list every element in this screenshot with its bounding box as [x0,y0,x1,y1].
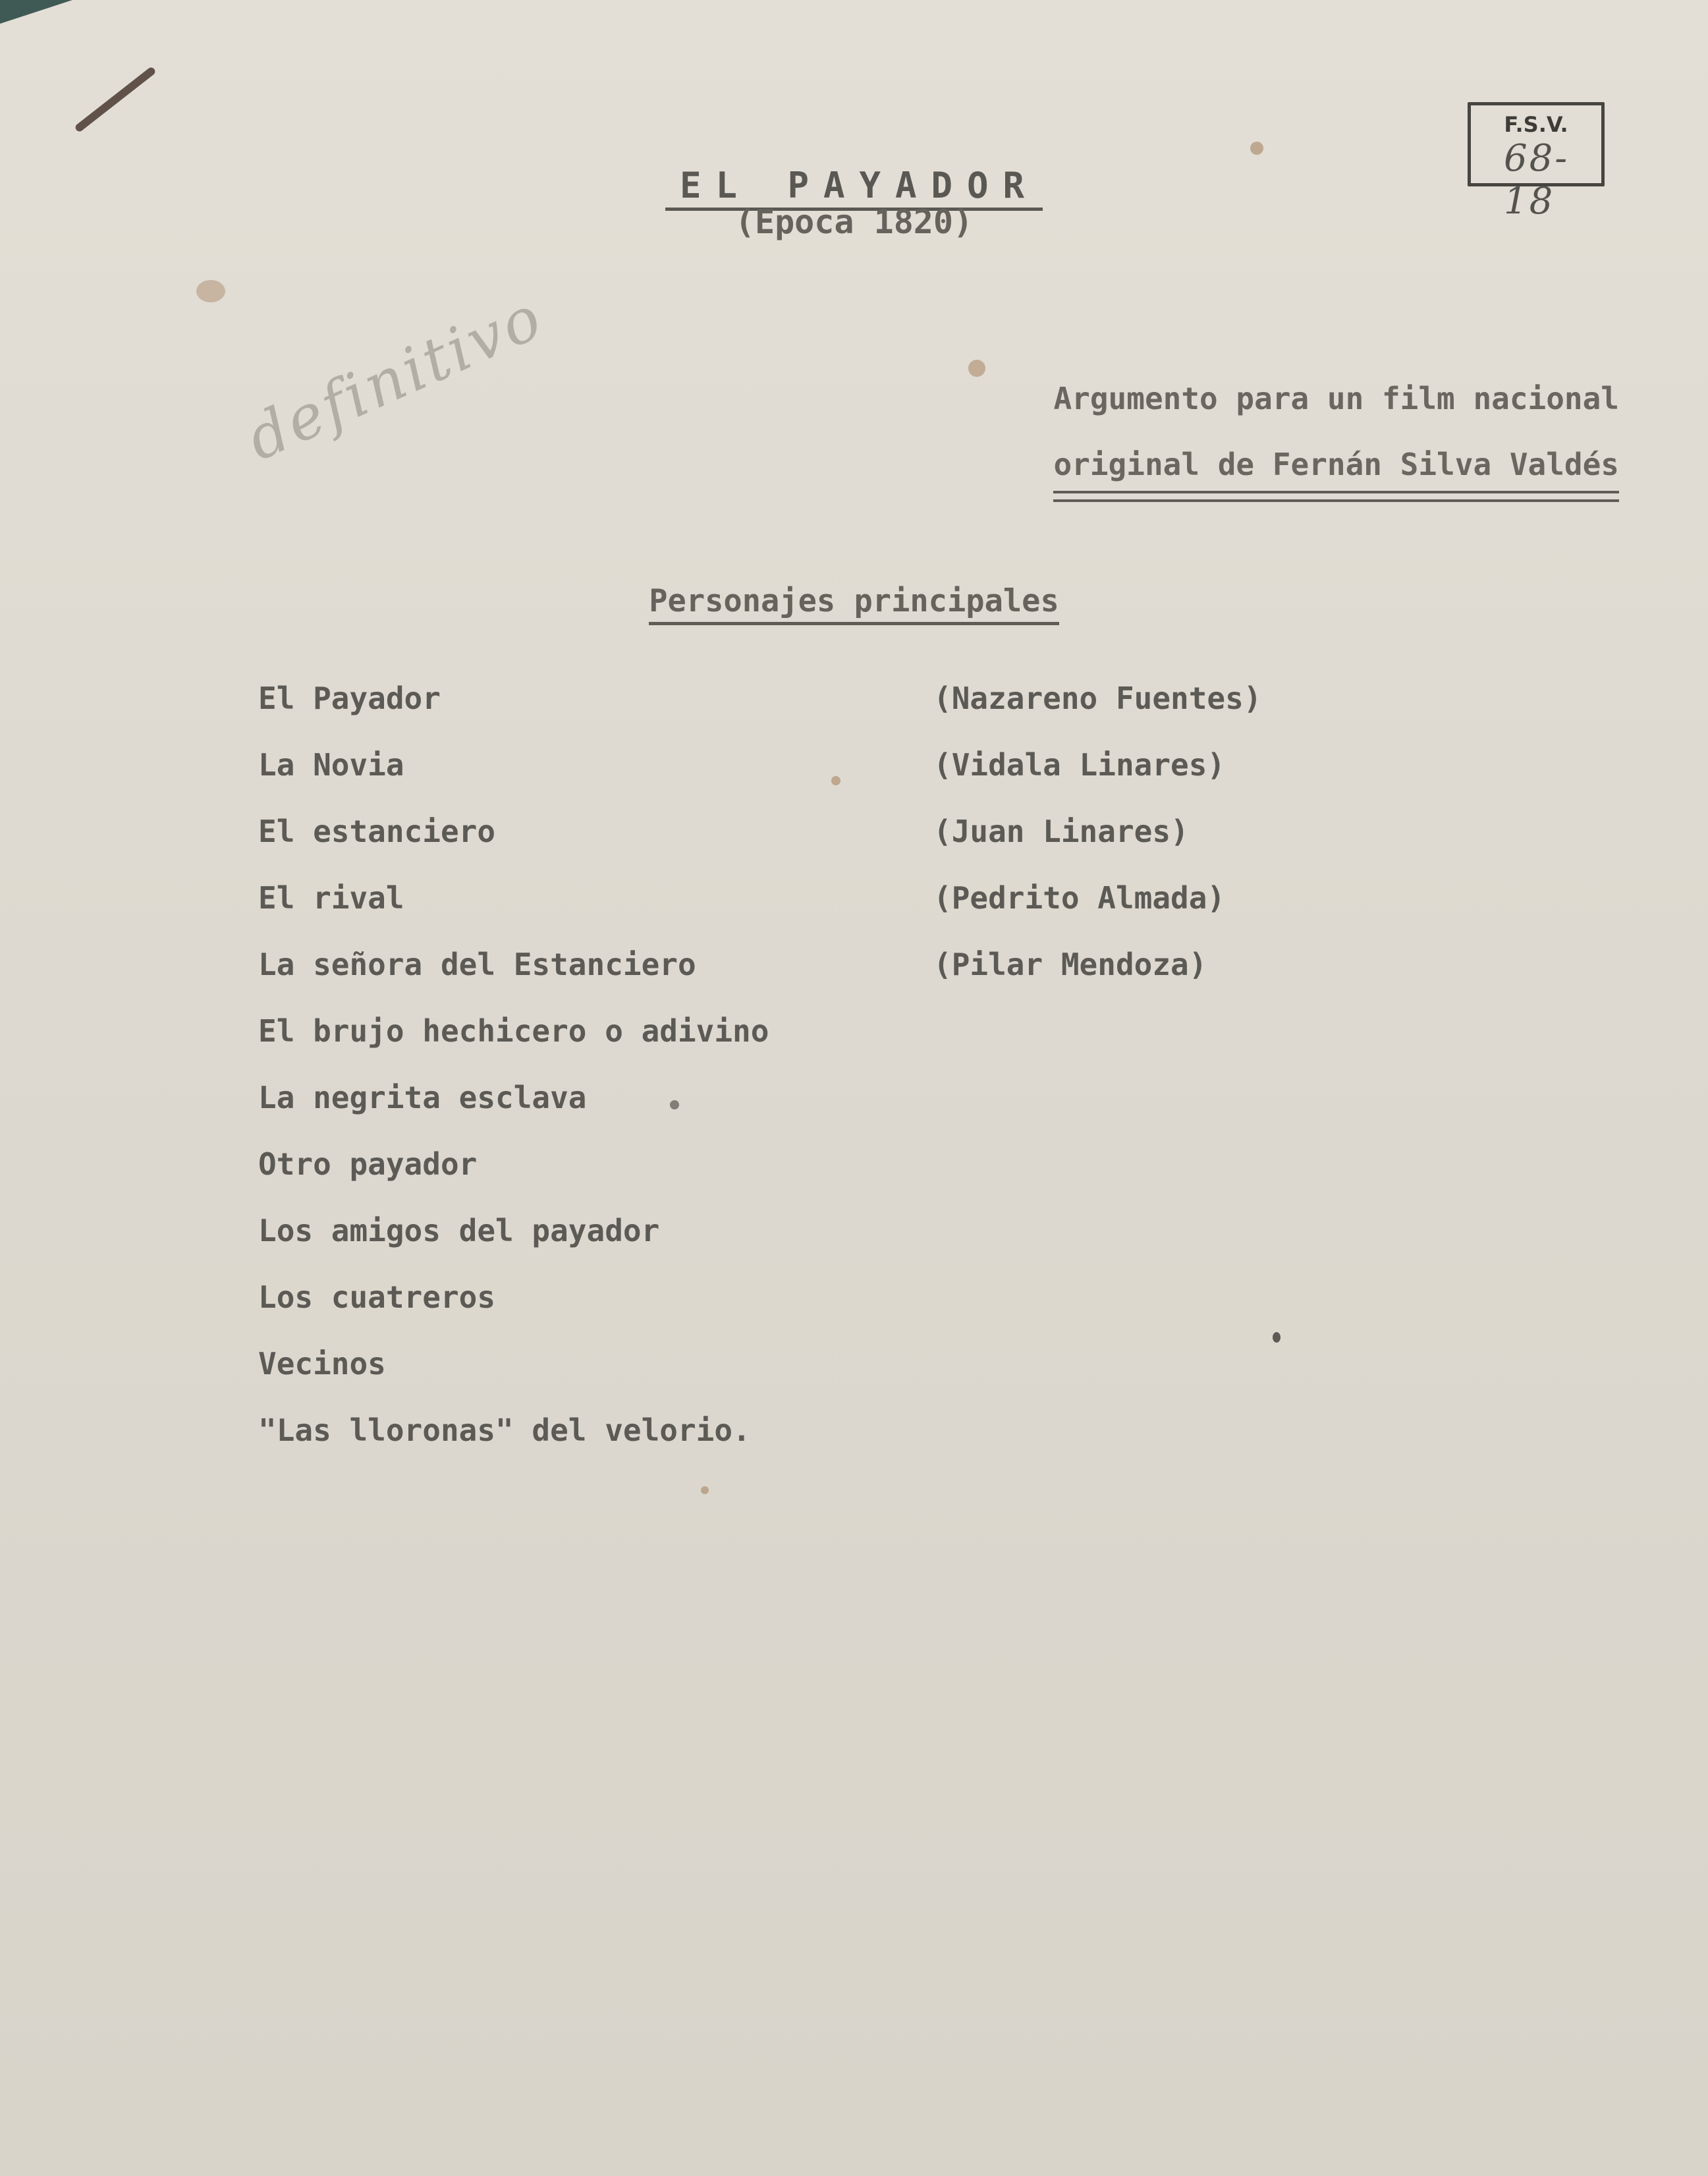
character-role: Vecinos [258,1346,386,1381]
character-role: Los amigos del payador [258,1213,660,1248]
stain-spot [196,280,225,302]
section-heading-text: Personajes principales [649,583,1059,625]
character-row [258,1412,1378,1479]
character-row [258,1279,1378,1346]
character-role: Los cuatreros [258,1279,496,1315]
character-list [258,681,1378,1479]
section-heading [0,583,1708,619]
character-role: El estanciero [258,814,496,849]
character-role: El Payador [258,681,441,716]
character-role: La señora del Estanciero [258,947,696,982]
stain-spot [831,776,840,785]
character-role: "Las lloronas" del velorio. [258,1412,751,1448]
corner-fold [0,0,72,24]
character-role: La Novia [258,747,404,783]
character-actor: (Juan Linares) [933,814,1189,849]
character-actor: (Pedrito Almada) [933,880,1226,916]
character-row [258,1346,1378,1412]
document-title [0,165,1708,206]
character-actor: (Pilar Mendoza) [933,947,1207,982]
character-actor: (Vidala Linares) [933,747,1226,783]
description-line-1: Argumento para un film nacional [1053,381,1619,416]
character-role: La negrita esclava [258,1080,587,1115]
character-row [258,747,1378,814]
stain-spot [968,360,985,377]
character-row [258,1213,1378,1279]
stamp-label: F.S.V. [1504,112,1568,137]
character-role: El brujo hechicero o adivino [258,1013,769,1049]
character-row [258,681,1378,747]
document-subtitle: (Epoca 1820) [734,203,974,241]
document-title-text: EL PAYADOR [665,165,1043,211]
character-role: Otro payador [258,1146,478,1182]
stain-spot [701,1486,709,1494]
description-block [1053,366,1619,502]
character-row [258,814,1378,880]
stain-spot [74,66,157,133]
character-row [258,947,1378,1013]
stain-spot [1273,1332,1281,1343]
character-row [258,880,1378,947]
pencil-annotation: definitivo [236,281,554,474]
character-row [258,1080,1378,1146]
character-row [258,1013,1378,1080]
stamp-number: 68-18 [1504,137,1570,223]
stain-spot [670,1100,679,1109]
stain-spot [1250,142,1263,155]
character-row [258,1146,1378,1213]
character-actor: (Nazareno Fuentes) [933,681,1262,716]
description-line-2: original de Fernán Silva Valdés [1053,447,1619,482]
character-role: El rival [258,880,404,916]
